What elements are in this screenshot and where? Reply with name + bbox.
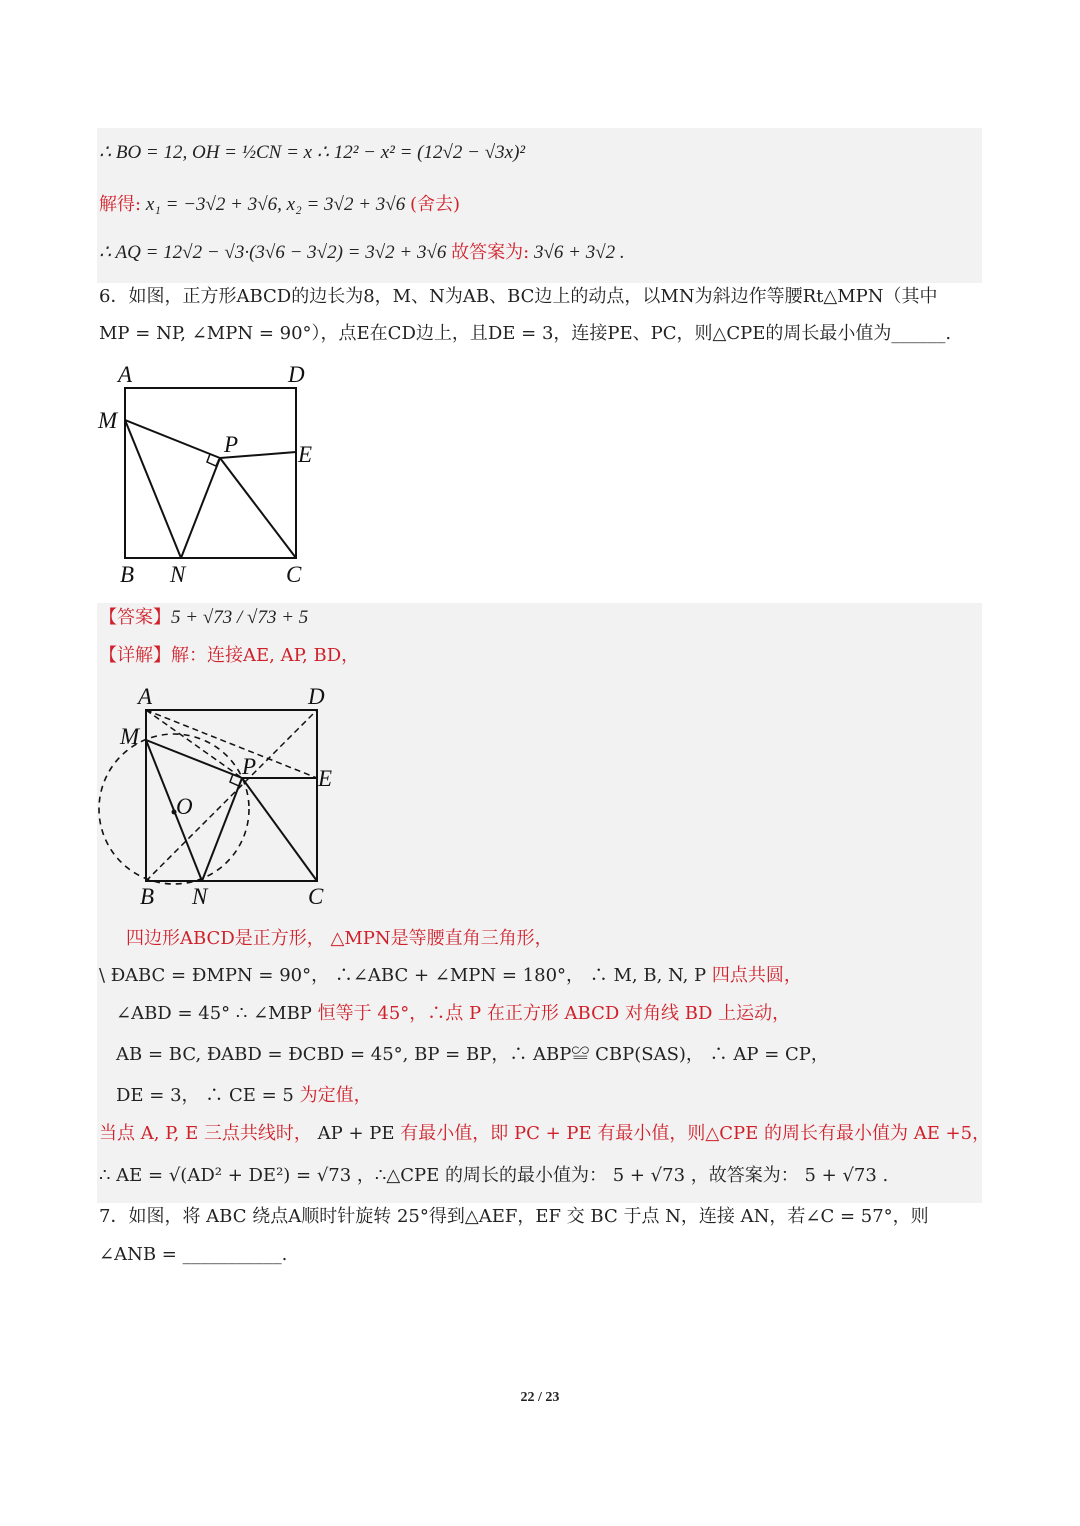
solution-line-6-a: 当点 A, P, E 三点共线时， [99,1123,312,1144]
segment-mp [125,420,220,458]
figure-square-2 [90,680,350,912]
solve-label: 解得: [99,194,142,215]
solution-line-1: 四边形ABCD是正方形， △MPN是等腰直角三角形， [126,928,553,949]
dashed-ap [146,710,242,778]
segment-mn [125,420,181,558]
answer-label: 故答案为: [451,242,530,263]
solution-line-4: AB = BC, ÐABD = ÐCBD = 45°, BP = BP，∴ ABP≌ CBP(SAS)， ∴ AP = CP， [116,1044,829,1065]
page-number: 22 / 23 [520,1390,560,1405]
label-a: A [118,362,133,387]
square-abcd [125,388,296,558]
detail-tag: 【详解】 [99,645,171,666]
detail-intro: 解：连接AE, AP, BD， [171,645,360,666]
solution-line-5 [116,1083,372,1109]
solution-line-3-note: 恒等于 45°，∴点 P 在正方形 ABCD 对角线 BD 上运动， [317,1003,791,1024]
segment-mp-2 [146,740,242,778]
dashed-bd [146,710,317,881]
answer-value: 3√6 + 3√2 . [529,242,625,263]
label-b: B [120,562,135,587]
solution-line-7: ∴ AE = √(AD² + DE²) = √73 ，∴△CPE 的周长的最小值为： 5 + √73 ，故答案为： 5 + √73 . [99,1165,889,1186]
prev-solution-line-2 [99,192,460,218]
discard-note: (舍去) [409,194,461,215]
question7-line-1: 7．如图，将 ABC 绕点A顺时针旋转 25°得到△AEF，EF 交 BC 于点 N，连接 AN，若∠C = 57°，则 [99,1206,929,1227]
detail-line [99,643,359,669]
label-d: D [288,362,305,387]
solution-line-5-note: 为定值， [299,1085,372,1106]
label2-e: E [318,766,333,791]
segment-pc-2 [242,778,317,881]
question7-line-2: ∠ANB = ___________. [99,1244,288,1265]
label2-c: C [308,884,324,909]
solution-line-2-math: \ ÐABC = ÐMPN = 90°， ∴∠ABC + ∠MPN = 180°， ∴ M, B, N, P [99,965,712,986]
solution-line-5-math: DE = 3， ∴ CE = 5 [116,1085,300,1106]
label-c: C [286,562,302,587]
solution-line-3-math: ∠ABD = 45° ∴ ∠MBP [116,1003,318,1024]
answer-tag: 【答案】 [99,607,171,628]
label-n: N [170,562,186,587]
segment-pc [220,458,296,558]
answer-text: 5 + √73 / √73 + 5 [171,607,309,628]
question6-line-2: MP = NP, ∠MPN = 90°），点E在CD边上，且DE = 3，连接PE、PC，则△CPE的周长最小值为______. [99,323,952,344]
solution-line-6 [99,1121,990,1147]
figure-square-1 [90,358,330,590]
segment-np [181,458,220,558]
label-m: M [98,408,118,433]
answer-line [99,605,308,631]
prev-solution-line-1: ∴ BO = 12, OH = ½CN = x ∴ 12² − x² = (12√2 − √3x)² [99,142,526,163]
solution-line-2-note: 四点共圆， [711,965,802,986]
label2-n: N [192,884,208,909]
label2-b: B [140,884,155,909]
label2-a: A [138,684,153,709]
label2-o: O [176,794,193,819]
label-p: P [224,432,239,457]
aq-expression: ∴ AQ = 12√2 − √3·(3√6 − 3√2) = 3√2 + 3√6 [99,242,452,263]
label2-p: P [242,754,257,779]
segment-np-2 [202,778,242,881]
label2-d: D [308,684,325,709]
dashed-ae [146,710,317,778]
solution-line-2 [99,963,802,989]
solution-line-6-c: 有最小值，即 PC + PE 有最小值，则△CPE 的周长有最小值为 AE +5， [400,1123,991,1144]
label2-m: M [120,724,140,749]
solution-line-3 [116,1001,790,1027]
label-e: E [298,442,313,467]
solve-roots: x₁ = −3√2 + 3√6, x₂ = 3√2 + 3√6 [141,194,410,215]
solution-line-6-b: AP + PE [311,1123,401,1144]
question6-line-1: 6．如图，正方形ABCD的边长为8，M、N为AB、BC边上的动点，以MN为斜边作等腰Rt△MPN（其中 [99,286,938,307]
prev-solution-line-3 [99,240,625,266]
